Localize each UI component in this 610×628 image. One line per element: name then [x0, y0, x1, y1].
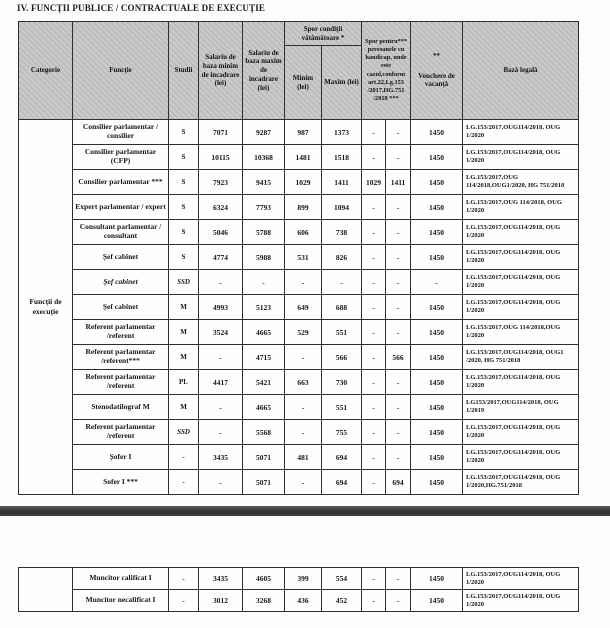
cell-spor-minim: 531: [285, 245, 322, 270]
cell-spor-minim: 399: [285, 568, 322, 590]
cell-handicap-2: -: [386, 195, 411, 220]
cell-functie: Consilier parlamentar (CFP): [73, 145, 169, 170]
header-spor-conditii: Spor condiții vătămătoare *: [285, 22, 362, 46]
cell-spor-minim: 481: [285, 445, 322, 470]
cell-spor-minim: 529: [285, 320, 322, 345]
table-row: [19, 568, 579, 590]
cell-functie: Șofer I: [73, 445, 169, 470]
cell-handicap-1: -: [362, 395, 386, 420]
cell-spor-maxim: 554: [322, 568, 362, 590]
cell-vouchere: 1450: [411, 470, 463, 495]
cell-handicap-1: -: [362, 470, 386, 495]
header-categorie: Categorie: [19, 22, 73, 120]
cell-salariu-minim: -: [199, 395, 243, 420]
cell-spor-minim: -: [285, 470, 322, 495]
cell-baza-legala: LG.153/2017,OUG114/2018, OUG 1/2020: [463, 590, 579, 612]
cell-vouchere: 1450: [411, 245, 463, 270]
cell-spor-maxim: 826: [322, 245, 362, 270]
cell-functie: Consilier parlamentar / consilier: [73, 120, 169, 145]
cell-salariu-minim: 3435: [199, 445, 243, 470]
cell-salariu-maxim: 4665: [243, 320, 285, 345]
cell-salariu-maxim: 5568: [243, 420, 285, 445]
cell-spor-minim: 606: [285, 220, 322, 245]
cell-studii: SSD: [169, 420, 199, 445]
table-body: [19, 120, 579, 495]
cell-handicap-1: -: [362, 145, 386, 170]
cell-spor-maxim: 738: [322, 220, 362, 245]
table-row: [19, 245, 579, 270]
cell-vouchere: 1450: [411, 345, 463, 370]
cell-handicap-2: 566: [386, 345, 411, 370]
cell-handicap-1: -: [362, 195, 386, 220]
cell-studii: M: [169, 320, 199, 345]
cell-spor-maxim: 730: [322, 370, 362, 395]
cell-spor-minim: -: [285, 270, 322, 295]
cell-vouchere: 1450: [411, 445, 463, 470]
cell-salariu-minim: 3012: [199, 590, 243, 612]
table-row: [19, 395, 579, 420]
cell-functie: Expert parlamentar / expert: [73, 195, 169, 220]
cell-handicap-2: -: [386, 220, 411, 245]
table-row: [19, 320, 579, 345]
header-minim: Minim (lei): [285, 46, 322, 120]
cell-studii: M: [169, 295, 199, 320]
cell-handicap-1: -: [362, 420, 386, 445]
cell-studii: -: [169, 568, 199, 590]
cell-studii: M: [169, 345, 199, 370]
cell-studii: S: [169, 120, 199, 145]
cell-spor-maxim: 1373: [322, 120, 362, 145]
cell-baza-legala: LG.153/2017,OUG 114/2018,OUG1/2020, HG 751/2018: [463, 170, 579, 195]
cell-spor-maxim: 688: [322, 295, 362, 320]
cell-handicap-1: 1029: [362, 170, 386, 195]
cell-spor-minim: 899: [285, 195, 322, 220]
header-baza-legala: Bază legală: [463, 22, 579, 120]
cell-handicap-1: -: [362, 120, 386, 145]
cell-handicap-2: -: [386, 145, 411, 170]
cell-vouchere: -: [411, 270, 463, 295]
cell-handicap-2: -: [386, 590, 411, 612]
cell-salariu-minim: 7071: [199, 120, 243, 145]
cell-vouchere: 1450: [411, 170, 463, 195]
header-spor-handicap: Spor pentru*** persoanele cu handicap, unde este cazul,conform art.22,Lg.153 /2017,HG.751 /2018 ***: [362, 22, 411, 120]
cell-spor-minim: -: [285, 345, 322, 370]
cell-baza-legala: LG153/2017,OUG114/2018, OUG 1/2019: [463, 395, 579, 420]
cell-salariu-minim: 7923: [199, 170, 243, 195]
cell-spor-maxim: -: [322, 270, 362, 295]
cell-baza-legala: LG.153/2017,OUG114/2018, OUG 1/2020: [463, 445, 579, 470]
cell-functie: Muncitor necalificat I: [73, 590, 169, 612]
cell-vouchere: 1450: [411, 295, 463, 320]
cell-baza-legala: LG.153/2017,OUG114/2018, OUG 1/2020: [463, 145, 579, 170]
cell-salariu-maxim: 5071: [243, 445, 285, 470]
table-row: [19, 295, 579, 320]
header-functie: Funcție: [73, 22, 169, 120]
cell-salariu-minim: 3435: [199, 568, 243, 590]
cell-spor-minim: 663: [285, 370, 322, 395]
header-studii: Studii: [169, 22, 199, 120]
cell-spor-maxim: 566: [322, 345, 362, 370]
cell-salariu-maxim: 4715: [243, 345, 285, 370]
table-row: [19, 195, 579, 220]
table-row: [19, 445, 579, 470]
header-vouchere: [411, 22, 463, 120]
vouchere-stars: **: [433, 51, 441, 60]
cell-salariu-minim: -: [199, 270, 243, 295]
page-title: IV. FUNCȚII PUBLICE / CONTRACTUALE DE EXECUȚIE: [17, 3, 266, 13]
cell-salariu-minim: -: [199, 470, 243, 495]
page-separator-bar: [0, 506, 610, 516]
cell-handicap-2: -: [386, 245, 411, 270]
table-row: [19, 420, 579, 445]
cell-salariu-maxim: 9415: [243, 170, 285, 195]
cell-baza-legala: LG.153/2017,OUG114/2018, OUG 1/2020: [463, 420, 579, 445]
cell-spor-maxim: 755: [322, 420, 362, 445]
cell-functie: Șef cabinet: [73, 245, 169, 270]
cell-baza-legala: LG.153/2017,OUG114/2018, OUG 1/2020: [463, 370, 579, 395]
cell-salariu-maxim: 5788: [243, 220, 285, 245]
table-row: [19, 345, 579, 370]
cell-handicap-1: -: [362, 445, 386, 470]
table-header: [19, 22, 579, 120]
cell-functie: Referent parlamentar /referent: [73, 420, 169, 445]
cell-handicap-2: 694: [386, 470, 411, 495]
cell-salariu-minim: 4417: [199, 370, 243, 395]
cell-functie: Șef cabinet: [73, 295, 169, 320]
cell-spor-minim: 987: [285, 120, 322, 145]
header-maxim: Maxim (lei): [322, 46, 362, 120]
salary-table: [18, 21, 579, 495]
cell-handicap-1: -: [362, 320, 386, 345]
cell-handicap-2: 1411: [386, 170, 411, 195]
cell-salariu-minim: 6324: [199, 195, 243, 220]
cell-studii: -: [169, 445, 199, 470]
cell-studii: -: [169, 470, 199, 495]
cell-vouchere: 1450: [411, 220, 463, 245]
cell-handicap-2: -: [386, 320, 411, 345]
cell-studii: S: [169, 170, 199, 195]
cell-studii: S: [169, 145, 199, 170]
cell-salariu-maxim: 5071: [243, 470, 285, 495]
cell-vouchere: 1450: [411, 145, 463, 170]
cell-spor-maxim: 1518: [322, 145, 362, 170]
cell-handicap-2: -: [386, 420, 411, 445]
cell-handicap-1: -: [362, 590, 386, 612]
cell-salariu-minim: 3524: [199, 320, 243, 345]
cell-vouchere: 1450: [411, 320, 463, 345]
cell-spor-maxim: 551: [322, 320, 362, 345]
cell-functie: Referent parlamentar /referent: [73, 320, 169, 345]
cell-salariu-maxim: 5123: [243, 295, 285, 320]
table-row: [19, 370, 579, 395]
cell-salariu-minim: 10115: [199, 145, 243, 170]
cell-spor-maxim: 694: [322, 445, 362, 470]
cell-spor-maxim: 452: [322, 590, 362, 612]
cell-baza-legala: LG.153/2017,OUG114/2018, OUG 1/2020: [463, 120, 579, 145]
cell-baza-legala: LG.153/2017,OUG114/2018, OUG 1/2020: [463, 295, 579, 320]
cell-functie: Consilier parlamentar ***: [73, 170, 169, 195]
table-row: [19, 270, 579, 295]
cell-handicap-2: -: [386, 445, 411, 470]
cell-salariu-maxim: 5988: [243, 245, 285, 270]
cell-salariu-minim: 4993: [199, 295, 243, 320]
table-row: [19, 120, 579, 145]
cell-studii: S: [169, 195, 199, 220]
cell-salariu-minim: 5046: [199, 220, 243, 245]
cell-spor-minim: 1481: [285, 145, 322, 170]
cell-salariu-maxim: 7793: [243, 195, 285, 220]
cell-spor-maxim: 1094: [322, 195, 362, 220]
cell-handicap-2: -: [386, 568, 411, 590]
cell-handicap-1: -: [362, 568, 386, 590]
cell-baza-legala: LG.153/2017,OUG114/2018, OUG 1/2020: [463, 245, 579, 270]
cell-salariu-minim: -: [199, 420, 243, 445]
cell-handicap-2: -: [386, 370, 411, 395]
cell-handicap-1: -: [362, 245, 386, 270]
cell-functie: Referent parlamentar /referent***: [73, 345, 169, 370]
cell-handicap-1: -: [362, 295, 386, 320]
cell-studii: SSD: [169, 270, 199, 295]
cell-spor-minim: -: [285, 420, 322, 445]
cell-handicap-1: -: [362, 220, 386, 245]
cell-functie: Șef cabinet: [73, 270, 169, 295]
cell-handicap-2: -: [386, 270, 411, 295]
cell-spor-maxim: 694: [322, 470, 362, 495]
cell-baza-legala: LG.153/2017,OUG114/2018, OUG 1/2020: [463, 270, 579, 295]
cell-salariu-maxim: 3268: [243, 590, 285, 612]
cell-vouchere: 1450: [411, 568, 463, 590]
cell-vouchere: 1450: [411, 590, 463, 612]
cell-vouchere: 1450: [411, 120, 463, 145]
cell-studii: PL: [169, 370, 199, 395]
cell-salariu-maxim: 5421: [243, 370, 285, 395]
cell-baza-legala: LG.153/2017,OUG114/2018, OUG1 /2020, HG 751/2018: [463, 345, 579, 370]
cell-spor-maxim: 1411: [322, 170, 362, 195]
category-cell-empty: [19, 568, 73, 612]
cell-vouchere: 1450: [411, 395, 463, 420]
cell-functie: Sofer I ***: [73, 470, 169, 495]
cell-baza-legala: LG.153/2017,OUG 114/2018, OUG 1/2020: [463, 195, 579, 220]
table-row: [19, 220, 579, 245]
cell-spor-minim: 649: [285, 295, 322, 320]
cell-spor-minim: 436: [285, 590, 322, 612]
cell-spor-minim: 1029: [285, 170, 322, 195]
cell-salariu-maxim: 9287: [243, 120, 285, 145]
cell-functie: Stenodatilograf M: [73, 395, 169, 420]
cell-salariu-maxim: 10368: [243, 145, 285, 170]
category-cell: Funcții de execuție: [19, 120, 73, 495]
cell-studii: -: [169, 590, 199, 612]
cell-handicap-2: -: [386, 395, 411, 420]
cell-handicap-1: -: [362, 370, 386, 395]
cell-studii: M: [169, 395, 199, 420]
salary-table-continuation: [18, 567, 579, 612]
table-row: [19, 470, 579, 495]
cell-handicap-1: -: [362, 345, 386, 370]
cell-spor-minim: -: [285, 395, 322, 420]
cell-studii: S: [169, 245, 199, 270]
cell-functie: Referent parlamentar /referent: [73, 370, 169, 395]
cell-vouchere: 1450: [411, 370, 463, 395]
cell-baza-legala: LG.153/2017,OUG114/2018, OUG 1/2020: [463, 220, 579, 245]
cell-salariu-minim: -: [199, 345, 243, 370]
table-row: [19, 145, 579, 170]
table-row: [19, 590, 579, 612]
cell-baza-legala: LG.153/2017,OUG114/2018, OUG 1/2020,HG.751/2018: [463, 470, 579, 495]
cell-studii: S: [169, 220, 199, 245]
cell-spor-maxim: 551: [322, 395, 362, 420]
cell-handicap-2: -: [386, 295, 411, 320]
cell-handicap-2: -: [386, 120, 411, 145]
vouchere-label: Vouchere de vacanță: [418, 71, 455, 89]
cell-salariu-maxim: 4665: [243, 395, 285, 420]
cell-baza-legala: LG.153/2017,OUG 114/2018,OUG 1/2020: [463, 320, 579, 345]
cell-vouchere: 1450: [411, 195, 463, 220]
cell-handicap-1: -: [362, 270, 386, 295]
cell-salariu-minim: 4774: [199, 245, 243, 270]
cell-vouchere: 1450: [411, 420, 463, 445]
cell-baza-legala: LG.153/2017,OUG114/2018, OUG 1/2020: [463, 568, 579, 590]
table-row: [19, 170, 579, 195]
header-salariu-maxim: Salariu de baza maxim de incadrare (lei): [243, 22, 285, 120]
header-salariu-minim: Salariu de baza minim de incadrare (lei): [199, 22, 243, 120]
cell-functie: Muncitor calificat I: [73, 568, 169, 590]
cell-functie: Consultant parlamentar / consultant: [73, 220, 169, 245]
cell-salariu-maxim: -: [243, 270, 285, 295]
cell-salariu-maxim: 4605: [243, 568, 285, 590]
table-body: [19, 568, 579, 612]
